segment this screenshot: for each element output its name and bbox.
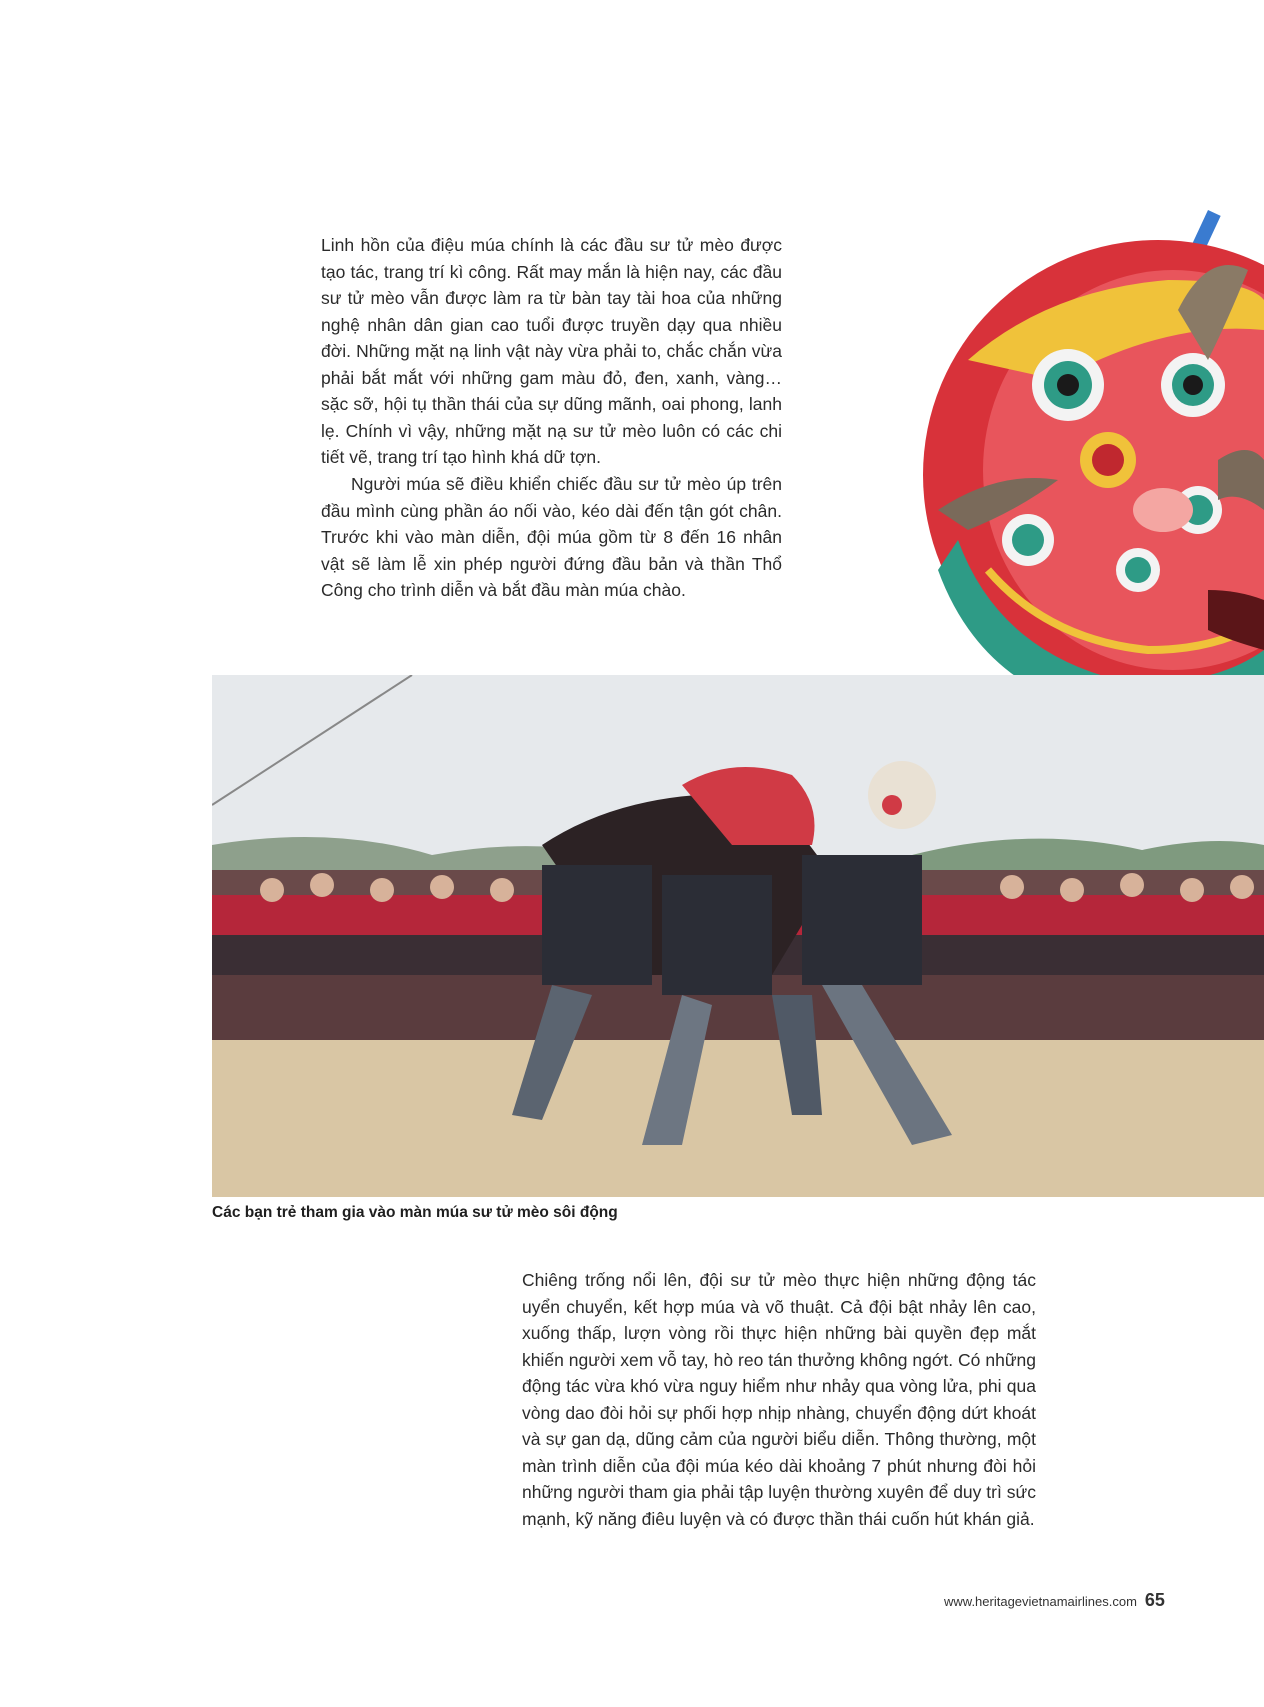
page-number: 65 <box>1144 1590 1165 1610</box>
page-footer <box>944 1590 1244 1611</box>
photo-caption: Các bạn trẻ tham gia vào màn múa sư tử mèo sôi động <box>212 1204 618 1221</box>
article-paragraph-2: Người múa sẽ điều khiển chiếc đầu sư tử mèo úp trên đầu mình cùng phần áo nối vào, kéo dài đến tận gót chân. Trước khi vào màn diễn, đội múa gồm từ 8 đến 16 nhân vật sẽ làm lễ xin phép người đứng đầu bản và thần Thổ Công cho trình diễn và bắt đầu màn múa chào. <box>321 474 782 600</box>
article-paragraph-1: Linh hồn của điệu múa chính là các đầu sư tử mèo được tạo tác, trang trí kì công. Rất may mắn là hiện nay, các đầu sư tử mèo vẫn được làm ra từ bàn tay tài hoa của những nghệ nhân dân gian cao tuổi được truyền dạy qua nhiều đời. Những mặt nạ linh vật này vừa phải to, chắc chắn vừa phải bắt mắt với những gam màu đỏ, đen, xanh, vàng… sặc sỡ, hội tụ thần thái của sự dũng mãnh, oai phong, lanh lẹ. Chính vì vậy, những mặt nạ sư tử mèo luôn có các chi tiết vẽ, trang trí tạo hình khá dữ tợn. <box>321 235 782 467</box>
article-paragraph-3: Chiêng trống nổi lên, đội sư tử mèo thực hiện những động tác uyển chuyển, kết hợp múa và võ thuật. Cả đội bật nhảy lên cao, xuống thấp, lượn vòng rồi thực hiện những bài quyền đẹp mắt khiến người xem vỗ tay, hò reo tán thưởng không ngớt. Có những động tác vừa khó vừa nguy hiểm như nhảy qua vòng lửa, phi qua vòng dao đòi hỏi sự phối hợp nhịp nhàng, chuyển động dứt khoát và sự gan dạ, dũng cảm của người biểu diễn. Thông thường, một màn trình diễn của đội múa kéo dài khoảng 7 phút nhưng đòi hỏi những người tham gia phải tập luyện thường xuyên để duy trì sức mạnh, kỹ năng điêu luyện và có được thần thái cuốn hút khán giả. <box>522 1270 1036 1529</box>
dance-performance-photo <box>212 675 1264 1197</box>
footer-url[interactable]: www.heritagevietnamairlines.com <box>944 1594 1137 1609</box>
